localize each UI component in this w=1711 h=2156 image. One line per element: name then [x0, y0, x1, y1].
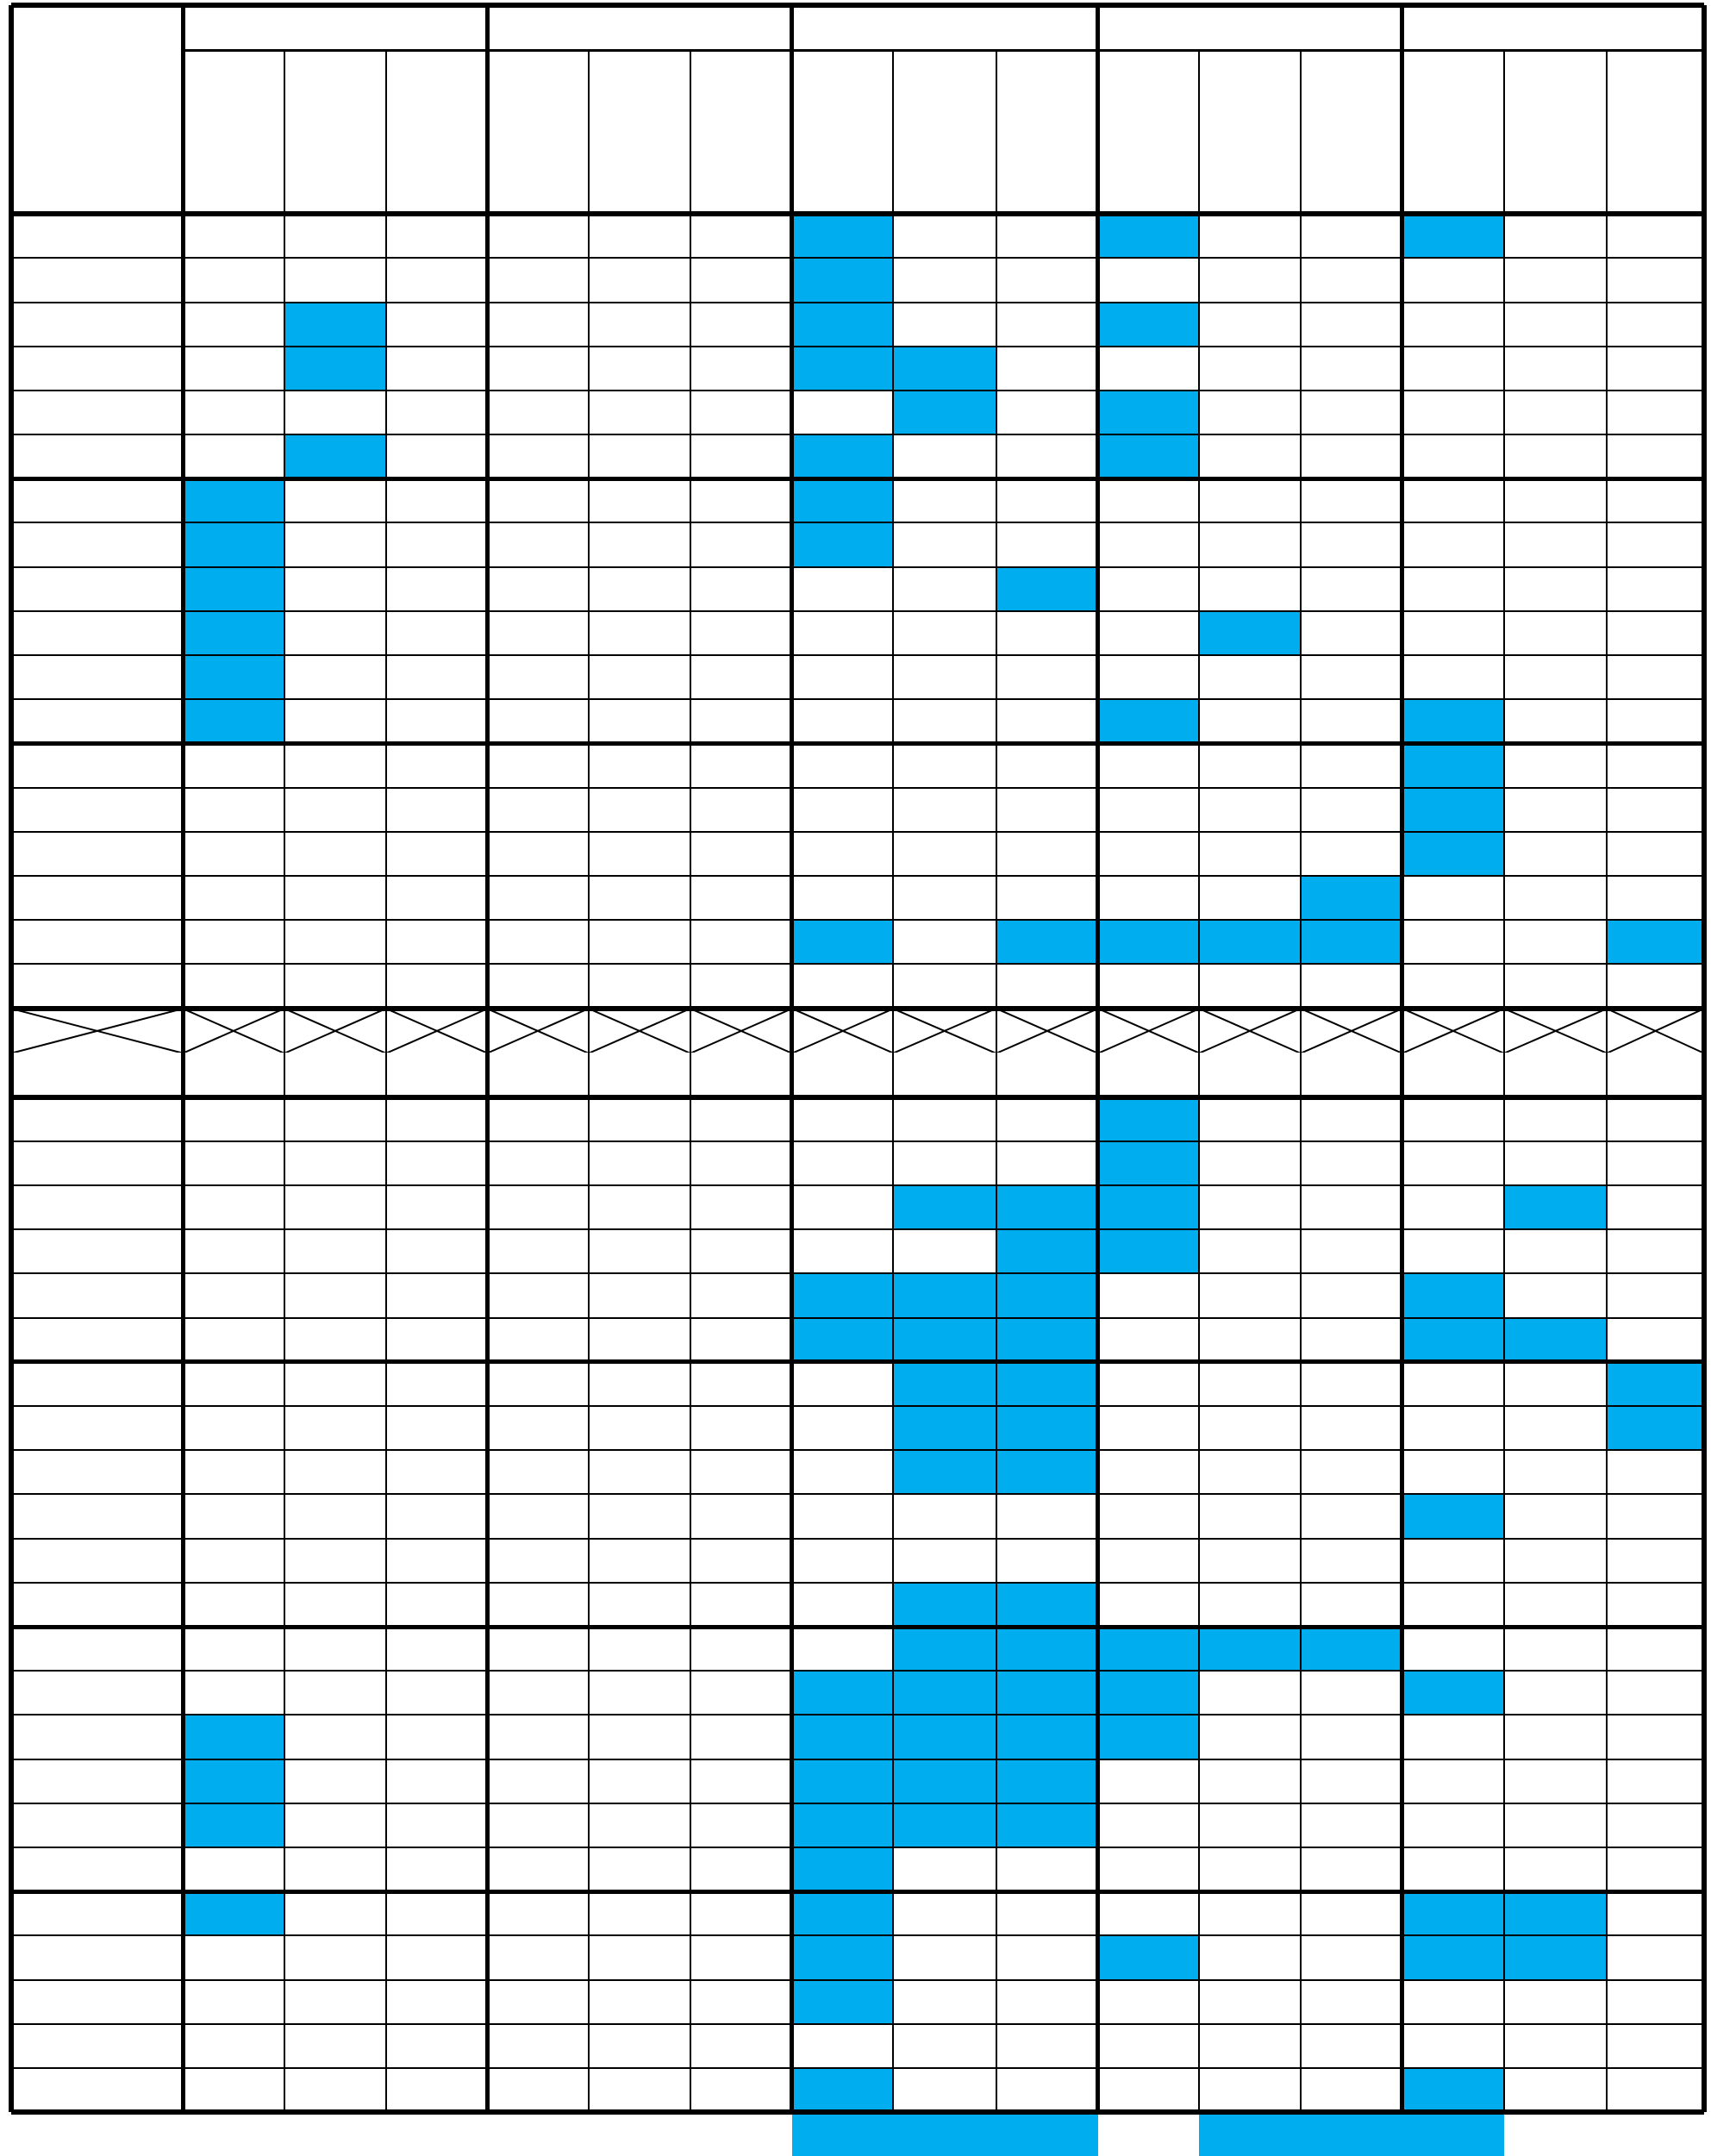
booked-slot[interactable] [792, 1803, 894, 1847]
booked-slot[interactable] [792, 1935, 894, 1979]
grid-line [11, 390, 1705, 391]
time-slot-label [11, 920, 183, 964]
booked-slot[interactable] [996, 1715, 1098, 1759]
booked-slot[interactable] [792, 303, 894, 347]
booked-slot[interactable] [284, 347, 386, 391]
grid-line [11, 2067, 1705, 2069]
booked-slot[interactable] [792, 2112, 894, 2156]
dr-treatment-column-header [792, 50, 894, 214]
booked-slot[interactable] [183, 522, 284, 566]
dr-treatment-column-header [487, 50, 589, 214]
booked-slot[interactable] [183, 1803, 284, 1847]
booked-slot[interactable] [996, 1362, 1098, 1406]
time-slot-label [11, 1891, 183, 1935]
grid-line [11, 1359, 1705, 1364]
grid-line [690, 50, 691, 2112]
booked-slot[interactable] [183, 478, 284, 522]
booked-slot[interactable] [1199, 2112, 1301, 2156]
booked-slot[interactable] [792, 920, 894, 964]
grid-line [11, 1493, 1705, 1495]
vbeam-pico-column-header [1301, 50, 1402, 214]
booked-slot[interactable] [1607, 920, 1704, 964]
time-slot-label [11, 1627, 183, 1671]
grid-line [385, 50, 387, 2112]
booked-slot[interactable] [996, 1406, 1098, 1450]
booked-slot[interactable] [284, 434, 386, 478]
grid-line [11, 831, 1705, 833]
grid-line [183, 49, 1704, 52]
time-slot-label [11, 2068, 183, 2112]
booked-slot[interactable] [1402, 743, 1504, 787]
booked-slot[interactable] [1504, 1935, 1607, 1979]
booked-slot[interactable] [1098, 1671, 1200, 1715]
booked-slot[interactable] [893, 1627, 996, 1671]
grid-line [11, 1759, 1705, 1760]
time-slot-label [11, 1715, 183, 1759]
closed-notice-text [589, 1494, 690, 1538]
grid-line [1400, 5, 1404, 2112]
dr-treatment-column-header [1402, 50, 1504, 214]
booked-slot[interactable] [996, 1583, 1098, 1627]
booked-slot[interactable] [1098, 391, 1200, 434]
time-slot-label [11, 567, 183, 611]
time-slot-label [11, 788, 183, 832]
booked-slot[interactable] [996, 1450, 1098, 1494]
grid-line [11, 1184, 1705, 1186]
booked-slot[interactable] [1098, 303, 1200, 347]
time-slot-label [11, 1980, 183, 2024]
booked-slot[interactable] [792, 2068, 894, 2112]
time-slot-label [11, 1229, 183, 1273]
grid-line [1606, 50, 1608, 2112]
vbeam-pico-column-header [996, 50, 1098, 214]
booked-slot[interactable] [1402, 832, 1504, 876]
booked-slot[interactable] [1402, 214, 1504, 258]
grid-line [1096, 5, 1100, 2112]
grid-line [11, 346, 1705, 347]
lunch-break-cross [284, 1009, 386, 1053]
grid-line [11, 698, 1705, 700]
booked-slot[interactable] [996, 567, 1098, 611]
date-header [183, 5, 487, 50]
time-slot-label [11, 1097, 183, 1141]
booked-slot[interactable] [1098, 1097, 1200, 1141]
date-header [1098, 5, 1402, 50]
lunch-break-cross [1098, 1009, 1200, 1053]
lunch-break-cross [11, 1009, 183, 1053]
grid-line [892, 50, 894, 2112]
booked-slot[interactable] [893, 1318, 996, 1362]
booked-slot[interactable] [1098, 214, 1200, 258]
pico-laser-column-header [284, 50, 386, 214]
time-slot-label [11, 522, 183, 566]
time-slot-label [11, 1935, 183, 1979]
booked-slot[interactable] [792, 258, 894, 302]
booked-slot[interactable] [893, 1715, 996, 1759]
booked-slot[interactable] [1098, 1229, 1200, 1273]
time-slot-label [11, 611, 183, 655]
booked-slot[interactable] [1301, 2112, 1402, 2156]
grid-line [11, 2023, 1705, 2025]
booked-slot[interactable] [893, 1185, 996, 1229]
dr-treatment-column-header [183, 50, 284, 214]
booked-slot[interactable] [1402, 699, 1504, 743]
lunch-break-cross [1607, 1009, 1704, 1053]
booked-slot[interactable] [183, 655, 284, 699]
lunch-break-cross [690, 1009, 792, 1053]
booked-slot[interactable] [893, 347, 996, 391]
time-slot-label [11, 1539, 183, 1583]
booked-slot[interactable] [893, 1583, 996, 1627]
booked-slot[interactable] [183, 567, 284, 611]
grid-line [11, 3, 1705, 8]
booked-slot[interactable] [893, 1759, 996, 1803]
grid-line [11, 1582, 1705, 1584]
grid-line [11, 477, 1705, 481]
grid-line [790, 5, 794, 2112]
time-slot-label [11, 1671, 183, 1715]
booked-slot[interactable] [792, 1671, 894, 1715]
lunch-break-cross [1504, 1009, 1607, 1053]
time-slot-label [11, 964, 183, 1008]
grid-line [11, 1979, 1705, 1981]
booked-slot[interactable] [792, 1273, 894, 1317]
time-slot-label [11, 2112, 183, 2156]
booked-slot[interactable] [1098, 1185, 1200, 1229]
closed-notice-text [589, 522, 690, 566]
booked-slot[interactable] [792, 522, 894, 566]
booked-slot[interactable] [1504, 1318, 1607, 1362]
grid-line [11, 919, 1705, 921]
booked-slot[interactable] [1607, 1362, 1704, 1406]
grid-line [11, 610, 1705, 612]
vbeam-pico-column-header [690, 50, 792, 214]
grid-line [1503, 50, 1505, 2112]
time-slot-label [11, 303, 183, 347]
grid-line [1300, 50, 1302, 2112]
grid-line [9, 5, 14, 2112]
grid-line [11, 741, 1705, 746]
booked-slot[interactable] [183, 611, 284, 655]
pico-laser-column-header [893, 50, 996, 214]
grid-line [11, 1449, 1705, 1451]
date-header [792, 5, 1098, 50]
grid-line [11, 211, 1705, 216]
booked-slot[interactable] [792, 1891, 894, 1935]
pico-laser-column-header [1504, 50, 1607, 214]
booked-slot[interactable] [183, 1759, 284, 1803]
closed-notice-text [589, 1406, 690, 1450]
time-slot-label [11, 1406, 183, 1450]
booked-slot[interactable] [1607, 1406, 1704, 1450]
booked-slot[interactable] [792, 1847, 894, 1891]
time-slot-label [11, 1450, 183, 1494]
grid-line [11, 1714, 1705, 1715]
booked-slot[interactable] [1199, 920, 1301, 964]
booked-slot[interactable] [284, 303, 386, 347]
booked-slot[interactable] [1504, 1185, 1607, 1229]
time-slot-label [11, 2024, 183, 2068]
grid-line [11, 1405, 1705, 1407]
booked-slot[interactable] [1301, 920, 1402, 964]
booked-slot[interactable] [792, 1715, 894, 1759]
grid-line [284, 50, 285, 2112]
booked-slot[interactable] [893, 1362, 996, 1406]
booked-slot[interactable] [996, 1759, 1098, 1803]
booked-slot[interactable] [1402, 1935, 1504, 1979]
booked-slot[interactable] [996, 1803, 1098, 1847]
grid-line [11, 1890, 1705, 1894]
booked-slot[interactable] [1402, 1318, 1504, 1362]
vbeam-pico-column-header [1607, 50, 1704, 214]
grid-line [11, 1006, 1705, 1011]
time-slot-label [11, 1759, 183, 1803]
booked-slot[interactable] [893, 391, 996, 434]
closed-notice-text [589, 611, 690, 655]
time-slot-label [11, 876, 183, 920]
lunch-break-cross [996, 1009, 1098, 1053]
booked-slot[interactable] [996, 1318, 1098, 1362]
grid-line [11, 875, 1705, 877]
booked-slot[interactable] [1199, 611, 1301, 655]
grid-line [11, 1140, 1705, 1142]
pico-laser-column-header [589, 50, 690, 214]
booked-slot[interactable] [1504, 1891, 1607, 1935]
time-slot-label [11, 1494, 183, 1538]
booked-slot[interactable] [1098, 1627, 1200, 1671]
booked-slot[interactable] [1402, 1273, 1504, 1317]
booked-slot[interactable] [996, 1627, 1098, 1671]
booked-slot[interactable] [1098, 434, 1200, 478]
lunch-break-cross [386, 1009, 488, 1053]
grid-line [11, 434, 1705, 435]
grid-line [11, 1847, 1705, 1848]
date-header [1402, 5, 1704, 50]
time-slot-label [11, 1583, 183, 1627]
booked-slot[interactable] [1301, 1627, 1402, 1671]
booked-slot[interactable] [893, 2112, 996, 2156]
time-header [11, 5, 183, 214]
booked-slot[interactable] [996, 1273, 1098, 1317]
booked-slot[interactable] [1199, 1627, 1301, 1671]
time-slot-label [11, 214, 183, 258]
booked-slot[interactable] [1098, 699, 1200, 743]
lunch-break-cross [1301, 1009, 1402, 1053]
grid-line [11, 1317, 1705, 1319]
grid-line [11, 963, 1705, 965]
grid-line [11, 302, 1705, 303]
booked-slot[interactable] [1402, 2112, 1504, 2156]
booked-slot[interactable] [996, 2112, 1098, 2156]
time-slot-label [11, 1185, 183, 1229]
grid-line [11, 1934, 1705, 1936]
grid-line [11, 257, 1705, 259]
booked-slot[interactable] [183, 1715, 284, 1759]
booked-slot[interactable] [792, 1759, 894, 1803]
booked-slot[interactable] [1402, 1494, 1504, 1538]
grid-line [11, 1670, 1705, 1672]
grid-line [11, 1803, 1705, 1804]
lunch-break-cross [183, 1009, 284, 1053]
time-slot-label [11, 434, 183, 478]
time-slot-label [11, 347, 183, 391]
grid-line [11, 1538, 1705, 1540]
booked-slot[interactable] [183, 1891, 284, 1935]
booked-slot[interactable] [1098, 920, 1200, 964]
grid-line [11, 522, 1705, 523]
grid-line [11, 1272, 1705, 1274]
time-slot-label [11, 655, 183, 699]
time-slot-label [11, 1847, 183, 1891]
lunch-break-cross [589, 1009, 690, 1053]
booked-slot[interactable] [893, 1406, 996, 1450]
booked-slot[interactable] [893, 1450, 996, 1494]
time-slot-label [11, 699, 183, 743]
booked-slot[interactable] [1098, 1935, 1200, 1979]
date-header [487, 5, 791, 50]
booked-slot[interactable] [996, 1185, 1098, 1229]
lunch-break-cross [1199, 1009, 1301, 1053]
lunch-break-cross [487, 1009, 589, 1053]
lunch-break-cross [1402, 1009, 1504, 1053]
grid-line [588, 50, 590, 2112]
booked-slot[interactable] [1098, 1141, 1200, 1185]
booked-slot[interactable] [183, 699, 284, 743]
grid-line [485, 5, 490, 2112]
booked-slot[interactable] [996, 920, 1098, 964]
grid-line [181, 5, 185, 2112]
time-slot-label [11, 832, 183, 876]
booked-slot[interactable] [792, 434, 894, 478]
grid-line [11, 654, 1705, 656]
booked-slot[interactable] [792, 1980, 894, 2024]
time-slot-label [11, 478, 183, 522]
booked-slot[interactable] [1402, 2068, 1504, 2112]
booked-slot[interactable] [792, 1318, 894, 1362]
time-slot-label [11, 1362, 183, 1406]
grid-line [11, 566, 1705, 568]
grid-line [11, 1228, 1705, 1230]
grid-line [11, 1095, 1705, 1100]
grid-line [1702, 5, 1707, 2112]
time-slot-label [11, 391, 183, 434]
lunch-break-cross [792, 1009, 894, 1053]
dr-treatment-column-header [1098, 50, 1200, 214]
grid-line [11, 1625, 1705, 1629]
pico-laser-column-header [1199, 50, 1301, 214]
grid-line [1198, 50, 1200, 2112]
booked-slot[interactable] [792, 347, 894, 391]
grid-line [996, 50, 997, 2112]
booked-slot[interactable] [1402, 1671, 1504, 1715]
time-slot-label [11, 258, 183, 302]
grid-line [11, 787, 1705, 789]
grid-line [11, 2109, 1705, 2115]
booked-slot[interactable] [1098, 1715, 1200, 1759]
booked-slot[interactable] [893, 1803, 996, 1847]
booked-slot[interactable] [792, 214, 894, 258]
booked-slot[interactable] [996, 1671, 1098, 1715]
lunch-break-cross [893, 1009, 996, 1053]
time-slot-label [11, 1273, 183, 1317]
booked-slot[interactable] [893, 1273, 996, 1317]
booked-slot[interactable] [893, 1671, 996, 1715]
booked-slot[interactable] [1301, 876, 1402, 920]
booked-slot[interactable] [996, 1229, 1098, 1273]
time-slot-label [11, 743, 183, 787]
booked-slot[interactable] [1402, 1891, 1504, 1935]
time-slot-label [11, 1803, 183, 1847]
booked-slot[interactable] [1402, 788, 1504, 832]
time-slot-label [11, 1318, 183, 1362]
booked-slot[interactable] [792, 478, 894, 522]
vbeam-pico-column-header [386, 50, 488, 214]
time-slot-label [11, 1141, 183, 1185]
